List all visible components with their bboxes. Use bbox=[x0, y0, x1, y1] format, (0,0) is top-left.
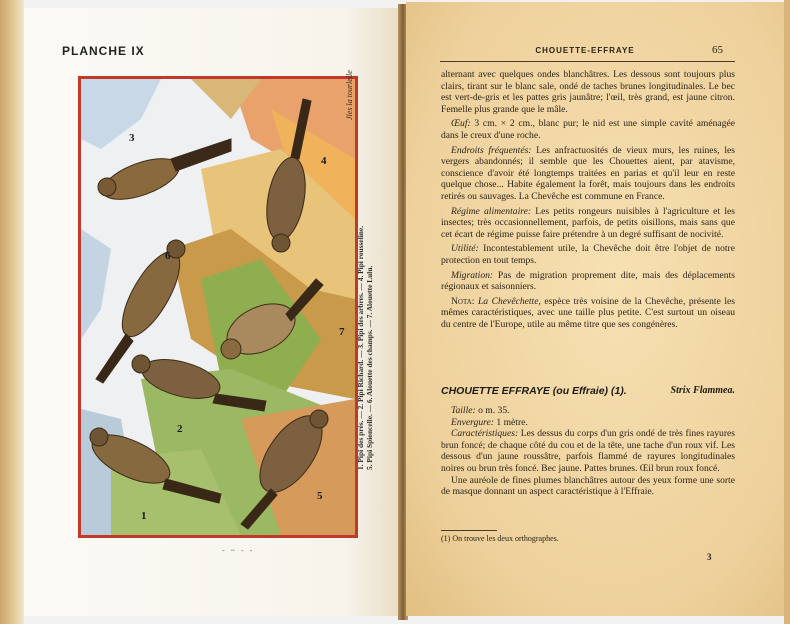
plate-number-6: 6 bbox=[165, 250, 171, 262]
plate-title: PLANCHE IX bbox=[62, 44, 145, 58]
plate-number-1: 1 bbox=[141, 510, 147, 522]
size-line: Taille: o m. 35. bbox=[451, 405, 510, 416]
paragraph-migration: Migration: Pas de migration proprement dite, mais des déplacements régionaux et saisonniers. bbox=[441, 269, 735, 293]
header-rule bbox=[440, 61, 735, 62]
bird-plate-illustration bbox=[78, 76, 358, 538]
footnote-rule bbox=[441, 530, 497, 531]
section-title: CHOUETTE EFFRAYE (ou Effraie) (1). Strix Flammea. bbox=[441, 385, 735, 397]
wingspan-line: Envergure: 1 mètre. bbox=[451, 416, 528, 428]
mask-paragraph: Une auréole de fines plumes blanchâtres autour des yeux forme une sorte de masque donnant un aspect caractéristique à l'Effraie. bbox=[441, 474, 735, 498]
plate-caption bbox=[356, 226, 374, 470]
section-body bbox=[441, 405, 735, 498]
caption-line-2: 5. Pipi Spioncelle. — 6. Alouette des champs. — 7. Alouette Lulu. bbox=[365, 265, 374, 470]
plate-number-7: 7 bbox=[339, 326, 345, 338]
plate-number-2: 2 bbox=[177, 423, 183, 435]
artist-signature: Jles la tourlelle bbox=[345, 70, 354, 120]
running-head: CHOUETTE-EFFRAYE bbox=[535, 46, 635, 55]
right-page-edge bbox=[784, 0, 790, 624]
page-number: 65 bbox=[712, 44, 723, 56]
paragraph-diet: Régime alimentaire: Les petits rongeurs nuisibles à l'agriculture et les insectes; très occasionnellement, parfois, de petits oisillons, mais sans que cet écart de régime puisse faire prétendre à un degré suffisant de nocivité. bbox=[441, 205, 735, 240]
characteristics-paragraph: Caractéristiques: Les dessus du corps d'un gris ondé de très fines rayures brun foncé; de chaque côté du cou et de la tête, une tache d'un roux vif. Les dessous d'un jaune roussâtre, parfois flammé de rayures longitudinales noires ou brun très foncé. Bec jaune. Pattes brunes. Œil brun roux foncé. bbox=[441, 428, 735, 474]
plate-number-3: 3 bbox=[129, 132, 135, 144]
paragraph-description: alternant avec quelques ondes blanchâtres. Les dessous sont toujours plus clairs, tirant sur le blanc sale, ondé de taches brunes longitudinales. Le bec est vert-de-gris et les pattes gris jaunâtre; l'œil, très grand, est jaune citron. Femelle plus grande que le mâle. bbox=[441, 69, 735, 115]
plate-number-5: 5 bbox=[317, 490, 323, 502]
paragraph-utility: Utilité: Incontestablement utile, la Chevêche doit être l'objet de notre protection en tout temps. bbox=[441, 243, 735, 266]
caption-line-1: 1. Pipi des prés. — 2. Pipi Richard. — 3. Pipi des arbres. — 4. Pipi rousseline. bbox=[356, 225, 365, 470]
paragraph-egg: Œuf: 3 cm. × 2 cm., blanc pur; le nid est une simple cavité aménagée dans le creux d'une roche. bbox=[441, 118, 735, 141]
page-edges bbox=[0, 0, 24, 624]
decorative-dots: - ~ - - bbox=[222, 546, 255, 555]
paragraph-nota: Nota: La Chevêchette, espèce très voisine de la Chevêche, présente les mêmes caractéristiques, avec une taille plus petite. C'est surtout un oiseau du centre de l'Europe, utile au même titre que ses congénères. bbox=[441, 295, 735, 330]
footnote: (1) On trouve les deux orthographes. bbox=[441, 534, 559, 543]
bird-illustration bbox=[81, 79, 355, 535]
body-text bbox=[441, 69, 735, 333]
plate-number-4: 4 bbox=[321, 155, 327, 167]
signature-mark: 3 bbox=[707, 552, 712, 562]
latin-name: Strix Flammea. bbox=[670, 385, 735, 396]
paragraph-habitat: Endroits fréquentés: Les anfractuosités de vieux murs, les ruines, les vergers abandonnés; il semble que les Chouettes aient, par atavisme, conscience d'avoir été longtemps traitées en parias et qu'il leur en reste quelque chose... Habite également la forêt, mais toujours dans les endroits retirés ou sauvages. La Chevêche est commune en France. bbox=[441, 144, 736, 202]
